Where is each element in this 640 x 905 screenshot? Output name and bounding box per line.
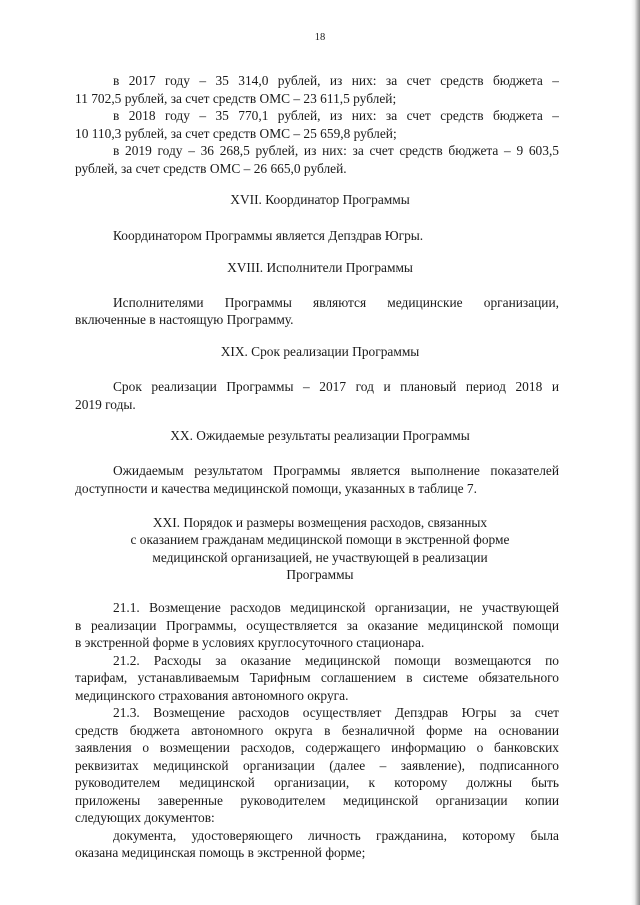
budget-2017-line-1: в 2017 году – 35 314,0 рублей, из них: за счет средств бюджета – xyxy=(113,73,559,88)
para-21-2-line-3: медицинского страхования автономного округа. xyxy=(75,688,349,703)
para-21-1-line-2: в реализации Программы, осуществляется за оказание медицинской помощи xyxy=(75,618,559,633)
scan-edge-shadow xyxy=(631,0,640,905)
section-19-line-2: 2019 годы. xyxy=(75,397,136,412)
para-21-3-line-3: заявления о возмещении расходов, содержащего информацию о банковских xyxy=(75,740,559,755)
section-17-heading: XVII. Координатор Программы xyxy=(230,192,410,207)
budget-2018-line-1: в 2018 году – 35 770,1 рублей, из них: за счет средств бюджета – xyxy=(113,108,559,123)
list-item-line-2: оказана медицинская помощь в экстренной форме; xyxy=(75,845,366,860)
budget-2018-line-2: 10 110,3 рублей, за счет средств ОМС – 25 659,8 рублей; xyxy=(75,126,397,141)
section-21-heading-line-1: XXI. Порядок и размеры возмещения расходов, связанных xyxy=(152,515,488,530)
section-19-heading: XIX. Срок реализации Программы xyxy=(220,344,420,359)
para-21-3-line-2: средств бюджета автономного округа в безналичной форме на основании xyxy=(75,723,559,738)
section-21-heading-line-4: Программы xyxy=(286,567,354,582)
section-18-heading: XVIII. Исполнители Программы xyxy=(227,260,413,275)
budget-2019-line-2: рублей, за счет средств ОМС – 26 665,0 рублей. xyxy=(75,161,347,176)
section-20-line-1: Ожидаемым результатом Программы является выполнение показателей xyxy=(113,463,559,478)
section-19-line-1: Срок реализации Программы – 2017 год и плановый период 2018 и xyxy=(113,379,559,394)
budget-2019-line-1: в 2019 году – 36 268,5 рублей, из них: за счет средств бюджета – 9 603,5 xyxy=(113,143,559,158)
section-17-text: Координатором Программы является Депздрав Югры. xyxy=(113,228,424,243)
para-21-3-line-4: реквизитах медицинской организации (далее – заявление), подписанного xyxy=(75,758,559,773)
para-21-1-line-1: 21.1. Возмещение расходов медицинской организации, не участвующей xyxy=(113,600,559,615)
para-21-1-line-3: в экстренной форме в условиях круглосуточного стационара. xyxy=(75,635,425,650)
para-21-3-line-5: руководителем медицинской организации, к которому должны быть xyxy=(75,775,559,790)
page-number: 18 xyxy=(314,32,326,43)
list-item-line-1: документа, удостоверяющего личность гражданина, которому была xyxy=(113,828,559,843)
para-21-2-line-1: 21.2. Расходы за оказание медицинской помощи возмещаются по xyxy=(113,653,559,668)
section-21-heading-line-2: с оказанием гражданам медицинской помощи в экстренной форме xyxy=(130,532,510,547)
section-21-heading-line-3: медицинской организацией, не участвующей в реализации xyxy=(152,550,488,565)
para-21-2-line-2: тарифам, устанавливаемым Тарифным соглашением в системе обязательного xyxy=(75,670,559,685)
budget-2017-line-2: 11 702,5 рублей, за счет средств ОМС – 23 611,5 рублей; xyxy=(75,91,397,106)
section-18-line-2: включенные в настоящую Программу. xyxy=(75,312,294,327)
section-18-line-1: Исполнителями Программы являются медицинские организации, xyxy=(113,295,559,310)
para-21-3-line-1: 21.3. Возмещение расходов осуществляет Депздрав Югры за счет xyxy=(113,705,559,720)
para-21-3-line-7: следующих документов: xyxy=(75,810,215,825)
para-21-3-line-6: приложены заверенные руководителем медицинской организации копии xyxy=(75,793,559,808)
section-20-heading: XX. Ожидаемые результаты реализации Программы xyxy=(170,428,470,443)
section-20-line-2: доступности и качества медицинской помощи, указанных в таблице 7. xyxy=(75,481,477,496)
